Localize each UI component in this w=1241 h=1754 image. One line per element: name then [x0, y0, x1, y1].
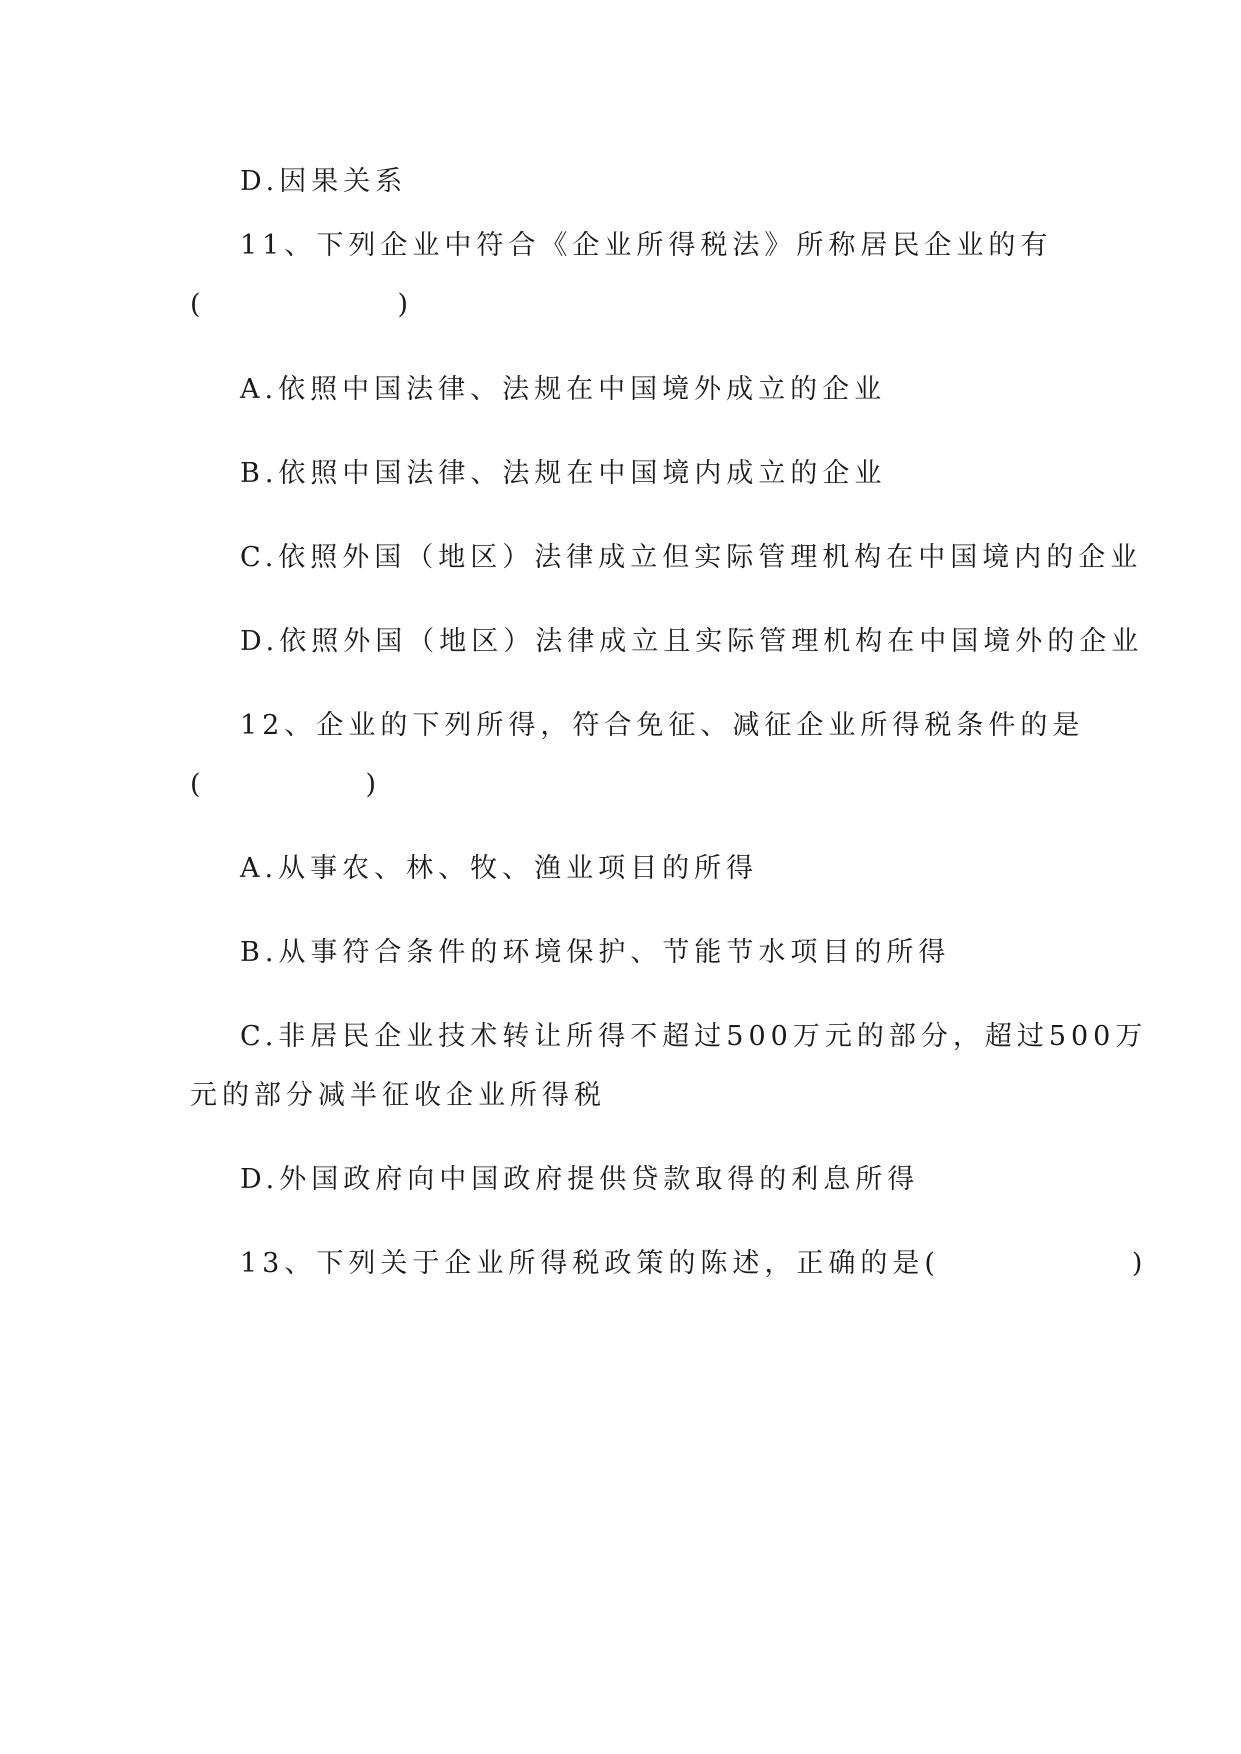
option-d-q12: D.外国政府向中国政府提供贷款取得的利息所得	[240, 1164, 920, 1195]
option-c-q11: C.依照外国（地区）法律成立但实际管理机构在中国境内的企业	[240, 542, 1143, 573]
option-a-q11: A.依照中国法律、法规在中国境外成立的企业	[240, 374, 887, 405]
option-d-q11: D.依照外国（地区）法律成立且实际管理机构在中国境外的企业	[240, 626, 1144, 657]
question-11: 11、下列企业中符合《企业所得税法》所称居民企业的有	[240, 230, 1053, 261]
option-c-q12-cont: 元的部分减半征收企业所得税	[190, 1080, 606, 1111]
option-b-q11: B.依照中国法律、法规在中国境内成立的企业	[240, 458, 887, 489]
answer-blank-q12: ( )	[190, 769, 382, 800]
option-a-q12: A.从事农、林、牧、渔业项目的所得	[240, 853, 759, 884]
option-d-q10: D.因果关系	[240, 166, 408, 197]
option-b-q12: B.从事符合条件的环境保护、节能节水项目的所得	[240, 937, 951, 968]
option-c-q12: C.非居民企业技术转让所得不超过500万元的部分，超过500万	[240, 1021, 1148, 1052]
question-12: 12、企业的下列所得，符合免征、减征企业所得税条件的是	[240, 710, 1085, 741]
question-13: 13、下列关于企业所得税政策的陈述，正确的是( )	[240, 1248, 1148, 1279]
answer-blank-q11: ( )	[190, 289, 414, 320]
